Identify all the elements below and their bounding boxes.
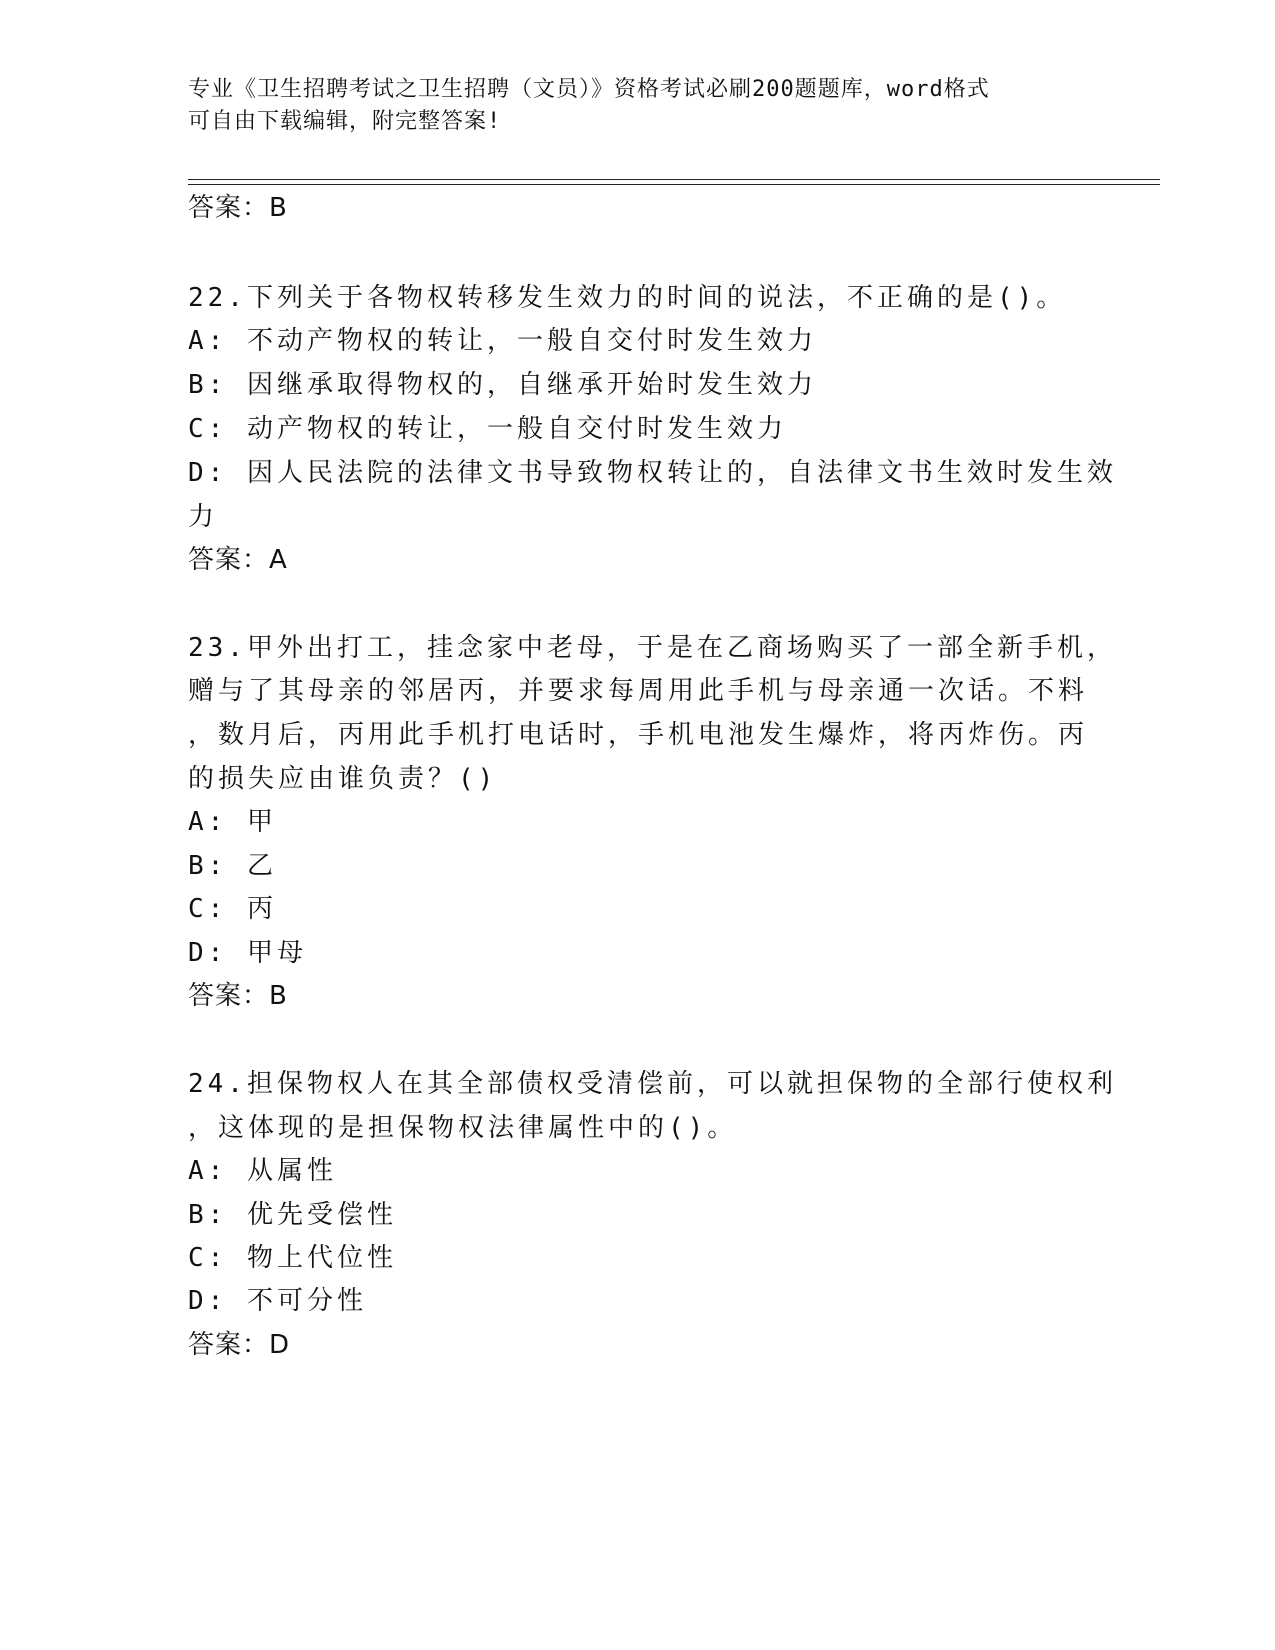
question-22-option-d-cont: 力	[188, 502, 219, 532]
document-header	[188, 74, 1088, 138]
question-23-stem-4: 的损失应由谁负责？()	[188, 764, 498, 794]
header-divider-bottom	[188, 184, 1160, 185]
question-23-option-c: C: 丙	[188, 894, 277, 924]
question-23-stem-1: 23.甲外出打工，挂念家中老母，于是在乙商场购买了一部全新手机，	[188, 633, 1117, 663]
header-line-1: 专业《卫生招聘考试之卫生招聘（文员）》资格考试必刷200题题库，word格式	[188, 77, 990, 102]
question-24-option-a: A: 从属性	[188, 1156, 337, 1186]
question-23-option-a: A: 甲	[188, 807, 277, 837]
question-23-stem-2: 赠与了其母亲的邻居丙，并要求每周用此手机与母亲通一次话。不料	[188, 676, 1089, 706]
question-24-stem-1: 24.担保物权人在其全部债权受清偿前，可以就担保物的全部行使权利	[188, 1069, 1117, 1099]
question-23-option-b: B: 乙	[188, 851, 277, 881]
answer-q23: 答案：B	[188, 981, 288, 1011]
question-24-stem-2: ，这体现的是担保物权法律属性中的()。	[188, 1113, 738, 1143]
question-22-option-d: D: 因人民法院的法律文书导致物权转让的，自法律文书生效时发生效	[188, 458, 1117, 488]
question-23-option-d: D: 甲母	[188, 938, 307, 968]
question-22-stem: 22.下列关于各物权转移发生效力的时间的说法，不正确的是()。	[188, 283, 1067, 313]
question-22-option-c: C: 动产物权的转让，一般自交付时发生效力	[188, 414, 787, 444]
header-line-2: 可自由下载编辑，附完整答案!	[188, 109, 502, 134]
answer-q24: 答案：D	[188, 1330, 291, 1360]
question-22-option-b: B: 因继承取得物权的，自继承开始时发生效力	[188, 370, 817, 400]
header-divider-top	[188, 179, 1160, 180]
question-24-option-b: B: 优先受偿性	[188, 1200, 397, 1230]
answer-q22: 答案：A	[188, 545, 288, 575]
question-23-stem-3: ，数月后，丙用此手机打电话时，手机电池发生爆炸，将丙炸伤。丙	[188, 720, 1089, 750]
question-22-option-a: A: 不动产物权的转让，一般自交付时发生效力	[188, 326, 817, 356]
answer-q21: 答案：B	[188, 193, 288, 223]
question-24-option-c: C: 物上代位性	[188, 1243, 397, 1273]
question-24-option-d: D: 不可分性	[188, 1286, 367, 1316]
